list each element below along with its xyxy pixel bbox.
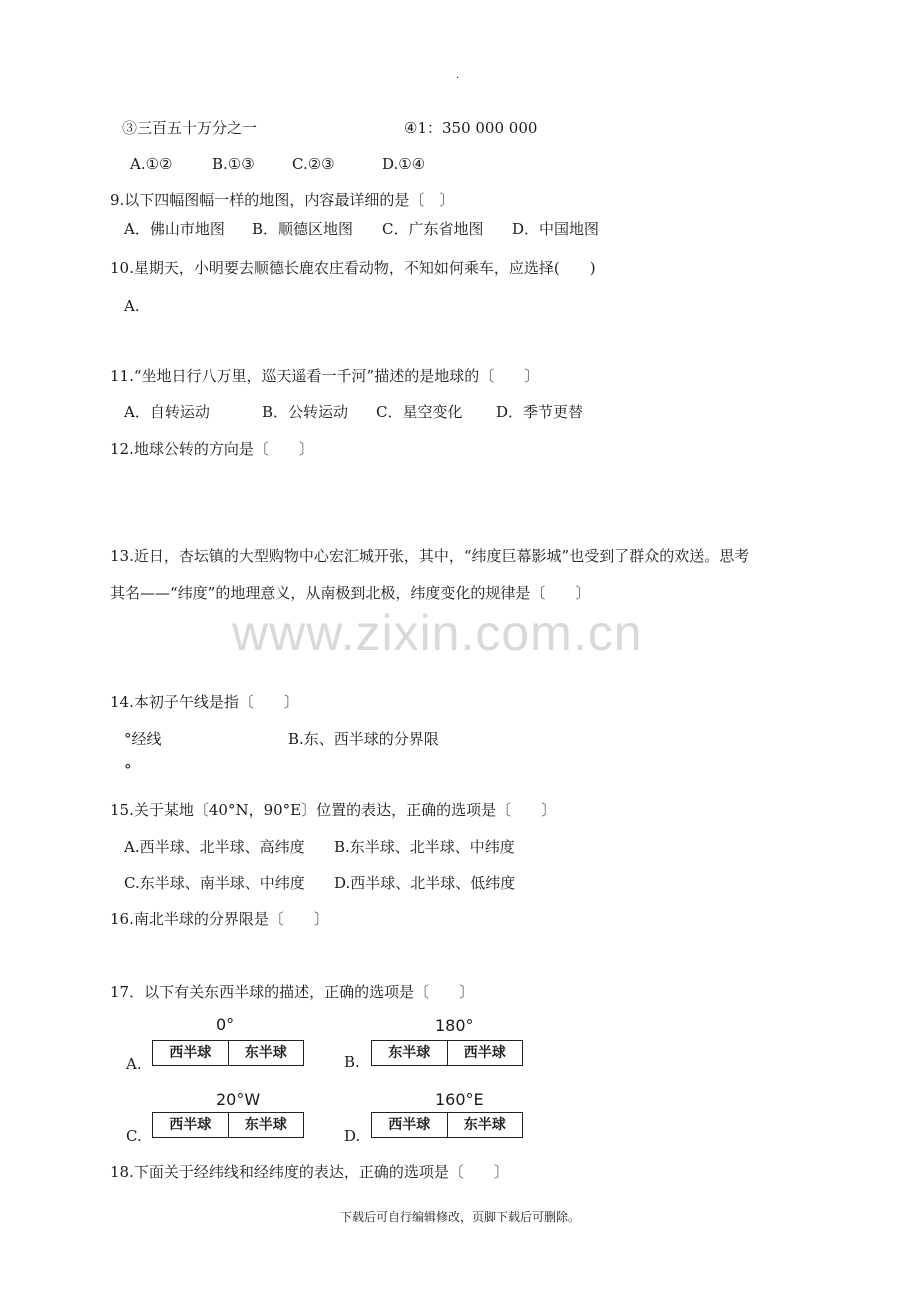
q8-choice-c: C.②③ <box>292 155 335 173</box>
q10-stem: 10.星期天，小明要去顺德长鹿农庄看动物，不知如何乘车，应选择( ) <box>110 259 596 277</box>
q17-a-letter: A. <box>126 1055 142 1073</box>
q14-option-a: °经线 <box>124 730 162 748</box>
q17-stem: 17．以下有关东西半球的描述，正确的选项是〔 〕 <box>110 983 475 1001</box>
q11-choice-b: B．公转运动 <box>262 403 349 421</box>
q17-d-letter: D. <box>344 1127 361 1145</box>
q17-c-right-hemisphere: 东半球 <box>228 1113 304 1137</box>
q12-stem: 12.地球公转的方向是〔 〕 <box>110 440 314 458</box>
q17-b-right-hemisphere: 西半球 <box>447 1041 523 1065</box>
q9-choice-a: A．佛山市地图 <box>124 220 225 238</box>
q17-b-hemisphere-box <box>371 1040 523 1066</box>
q17-d-hemisphere-box <box>371 1112 523 1138</box>
q15-choice-a: A.西半球、北半球、高纬度 <box>124 838 305 856</box>
q10-choice-a: A. <box>124 297 140 315</box>
q11-choice-a: A．自转运动 <box>124 403 210 421</box>
q17-a-degree-label: 0° <box>216 1015 235 1034</box>
q17-a-left-hemisphere: 西半球 <box>169 1045 212 1061</box>
q13-line-2: 其名——“纬度”的地理意义，从南极到北极，纬度变化的规律是〔 〕 <box>110 584 591 602</box>
q8-option-4: ④1：350 000 000 <box>404 119 538 137</box>
q15-choice-b: B.东半球、北半球、中纬度 <box>334 838 515 856</box>
q11-choice-c: C．星空变化 <box>376 403 463 421</box>
q17-a-hemisphere-box <box>152 1040 304 1066</box>
q8-choice-d: D.①④ <box>382 155 426 173</box>
q17-d-degree-label: 160°E <box>435 1090 484 1109</box>
q11-choice-d: D．季节更替 <box>496 403 584 421</box>
header-dot: . <box>456 70 460 81</box>
q8-option-3: ③三百五十万分之一 <box>122 119 258 137</box>
q17-b-letter: B. <box>344 1053 360 1071</box>
q9-stem: 9.以下四幅图幅一样的地图，内容最详细的是〔 〕 <box>110 191 455 209</box>
q15-choice-d: D.西半球、北半球、低纬度 <box>334 874 516 892</box>
q9-choice-d: D．中国地图 <box>512 220 600 238</box>
q17-d-left-hemisphere: 西半球 <box>388 1117 431 1133</box>
q17-b-left-hemisphere: 东半球 <box>388 1045 431 1061</box>
q14-option-b: B.东、西半球的分界限 <box>288 730 439 748</box>
q9-choice-c: C．广东省地图 <box>382 220 484 238</box>
q16-stem: 16.南北半球的分界限是〔 〕 <box>110 910 329 928</box>
q18-stem: 18.下面关于经纬线和经纬度的表达，正确的选项是〔 〕 <box>110 1163 509 1181</box>
page-footer: 下载后可自行编辑修改，页脚下载后可删除。 <box>339 1210 580 1224</box>
q17-b-degree-label: 180° <box>435 1016 474 1035</box>
q14-option-c: ° <box>124 761 132 779</box>
q17-c-letter: C. <box>126 1127 142 1145</box>
q17-c-left-hemisphere: 西半球 <box>169 1117 212 1133</box>
watermark: www.zixin.com.cn <box>232 605 643 661</box>
q15-stem: 15.关于某地〔40°N，90°E〕位置的表达，正确的选项是〔 〕 <box>110 801 557 819</box>
q17-c-degree-label: 20°W <box>216 1090 261 1109</box>
q14-stem: 14.本初子午线是指〔 〕 <box>110 693 299 711</box>
q15-choice-c: C.东半球、南半球、中纬度 <box>124 874 305 892</box>
q17-c-hemisphere-box <box>152 1112 304 1138</box>
q8-choice-b: B.①③ <box>212 155 255 173</box>
q9-choice-b: B．顺德区地图 <box>252 220 354 238</box>
q17-a-right-hemisphere: 东半球 <box>228 1041 304 1065</box>
q11-stem: 11.“坐地日行八万里，巡天遥看一千河”描述的是地球的〔 〕 <box>110 367 540 385</box>
q8-choice-a: A.①② <box>130 155 173 173</box>
q13-line-1: 13.近日，杏坛镇的大型购物中心宏汇城开张，其中，“纬度巨幕影城”也受到了群众的欢送。思考 <box>110 547 750 565</box>
q17-d-right-hemisphere: 东半球 <box>447 1113 523 1137</box>
